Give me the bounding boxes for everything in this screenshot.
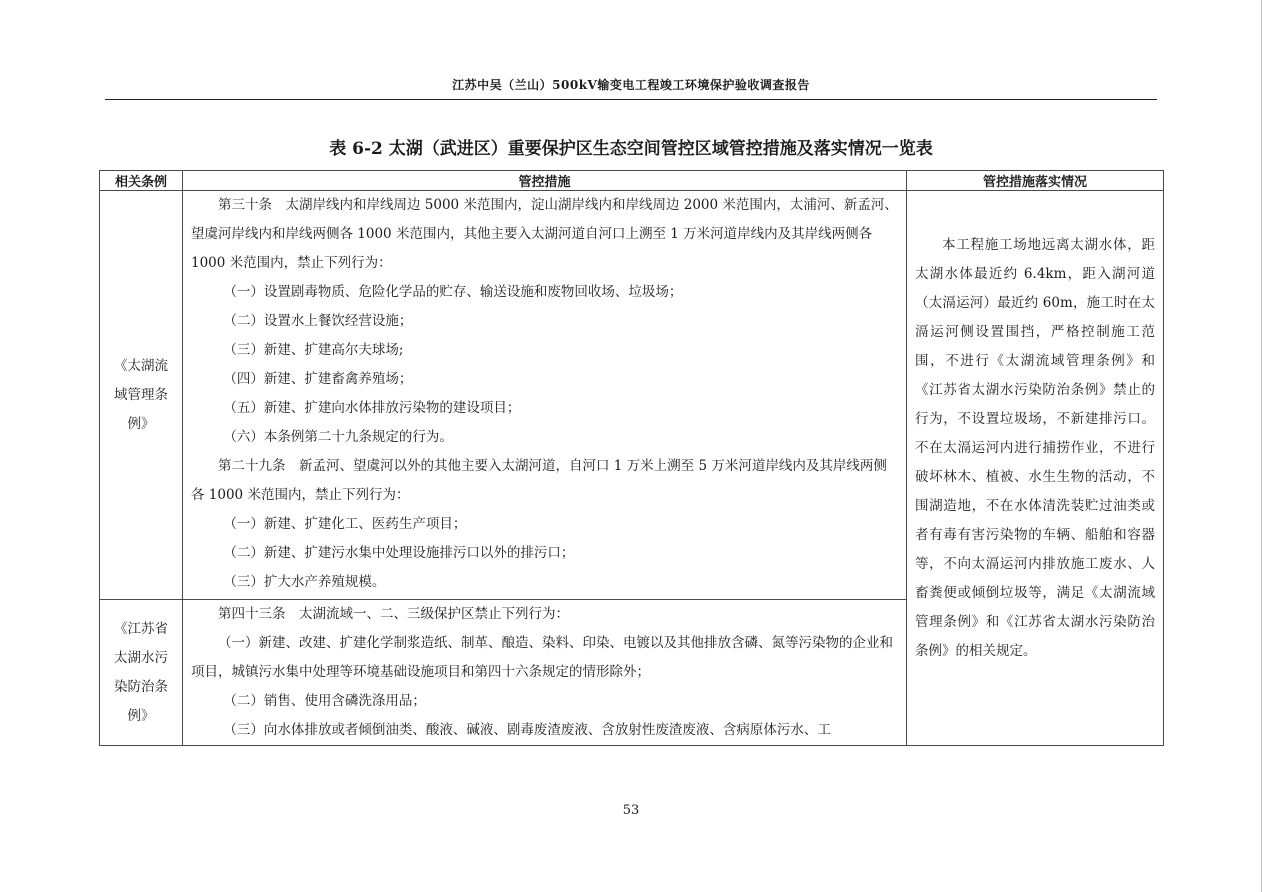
clause-item: （一）设置剧毒物质、危险化学品的贮存、输送设施和废物回收场、垃圾场； <box>223 284 683 300</box>
column-header-regulation: 相关条例 <box>100 171 183 191</box>
measures-cell <box>183 191 907 600</box>
implementation-text: 本工程施工场地远离太湖水体，距太湖水体最近约 6.4km，距入湖河道（太滆运河）最近约 60m，施工时在太滆运河侧设置围挡，严格控制施工范围，不进行《太湖流域管理条例》和《江苏省太湖水污染防治条例》禁止的行为，不设置垃圾场，不新建排污口。不在太滆运河内进行捕捞作业，不进行破坏林木、植被、水生生物的活动，不围湖造地，不在水体清洗装贮过油类或者有毒有害污染物的车辆、船舶和容器等，不向太滆运河内排放施工废水、人畜粪便或倾倒垃圾等，满足《太湖流域管理条例》和《江苏省太湖水污染防治条例》的相关规定。 <box>915 237 1155 659</box>
clause-item: （二）销售、使用含磷洗涤用品； <box>223 693 426 709</box>
measures-cell <box>183 600 907 746</box>
article-paragraph: 第三十条 太湖岸线内和岸线周边 5000 米范围内，淀山湖岸线内和岸线周边 2000 米范围内，太浦河、新孟河、望虞河岸线内和岸线两侧各 1000 米范围内，其他主要入太湖河道自河口上溯至 1 万米河道岸线内及其岸线两侧各 1000 米范围内，禁止下列行为： <box>191 197 898 271</box>
page-number: 53 <box>622 803 640 818</box>
article-paragraph: 第四十三条 太湖流域一、二、三级保护区禁止下列行为： <box>218 606 569 622</box>
clause-item: （一）新建、改建、扩建化学制浆造纸、制革、酿造、染料、印染、电镀以及其他排放含磷、氮等污染物的企业和项目，城镇污水集中处理等环境基础设施项目和第四十六条规定的情形除外； <box>191 635 893 680</box>
column-header-measures: 管控措施 <box>183 171 907 191</box>
clause-item: （二）设置水上餐饮经营设施； <box>223 313 413 329</box>
clause-item: （五）新建、扩建向水体排放污染物的建设项目； <box>223 400 521 416</box>
clause-item: （三）向水体排放或者倾倒油类、酸液、碱液、剧毒废渣废液、含放射性废渣废液、含病原体污水、工 <box>223 722 831 738</box>
clause-item: （四）新建、扩建畜禽养殖场； <box>223 371 413 387</box>
regulation-name: 《江苏省太湖水污染防治条例》 <box>114 620 168 724</box>
regulation-cell <box>100 600 183 746</box>
clause-item: （一）新建、扩建化工、医药生产项目； <box>223 516 467 532</box>
clause-item: （三）扩大水产养殖规模。 <box>223 574 386 590</box>
column-header-implementation: 管控措施落实情况 <box>907 171 1164 191</box>
regulation-name: 《太湖流域管理条例》 <box>114 357 168 432</box>
control-measures-table <box>99 170 1164 746</box>
header-rule <box>105 99 1157 100</box>
article-paragraph: 第二十九条 新孟河、望虞河以外的其他主要入太湖河道，自河口 1 万米上溯至 5 万米河道岸线内及其岸线两侧各 1000 米范围内，禁止下列行为： <box>191 458 887 503</box>
running-header: 江苏中吴（兰山）500kV输变电工程竣工环境保护验收调查报告 <box>452 78 810 92</box>
clause-item: （六）本条例第二十九条规定的行为。 <box>223 429 453 445</box>
table-header-row <box>100 171 1164 191</box>
table-row <box>100 191 1164 600</box>
implementation-cell <box>907 191 1164 746</box>
table-title: 表 6-2 太湖（武进区）重要保护区生态空间管控区域管控措施及落实情况一览表 <box>329 139 933 159</box>
clause-item: （三）新建、扩建高尔夫球场; <box>223 342 404 358</box>
clause-item: （二）新建、扩建污水集中处理设施排污口以外的排污口； <box>223 545 575 561</box>
regulation-cell <box>100 191 183 600</box>
